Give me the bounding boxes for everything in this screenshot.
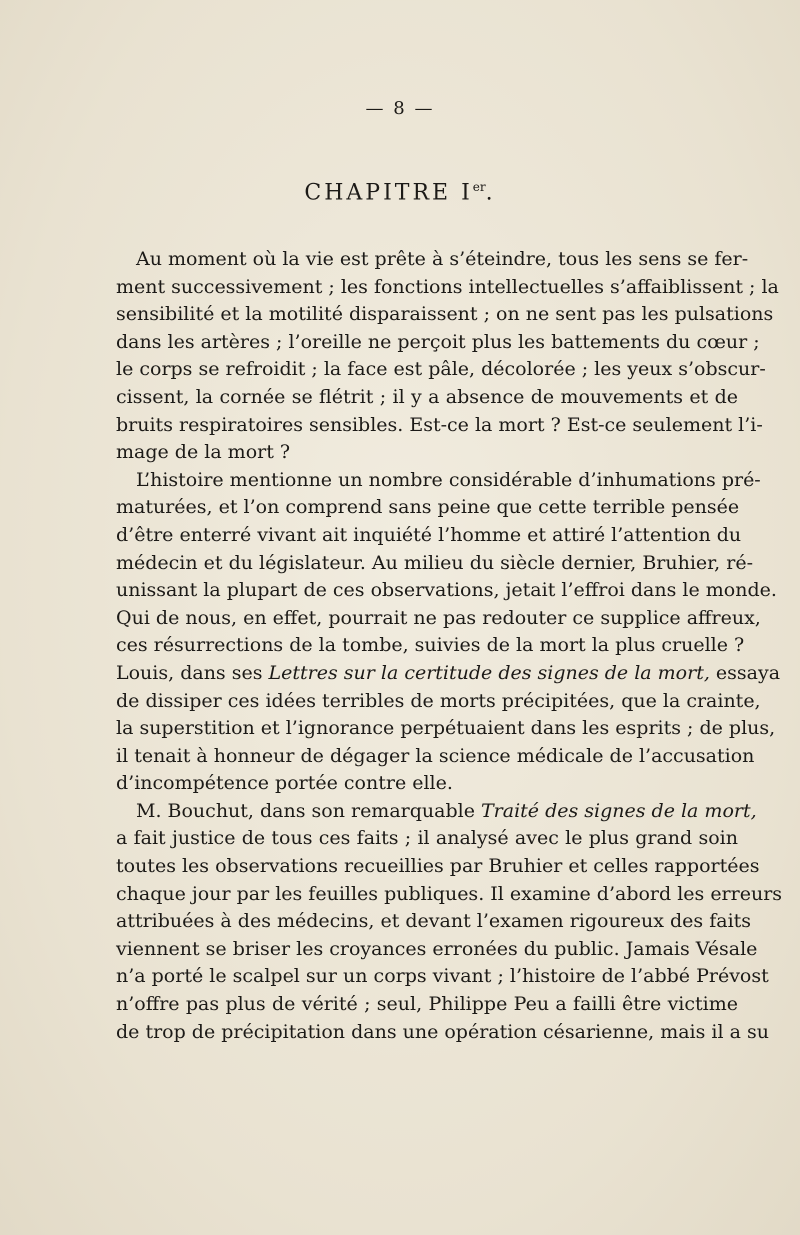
text-line-content: d’incompétence portée contre elle. xyxy=(116,772,453,795)
text-line-content: unissant la plupart de ces observations, jetait l’effroi dans le monde. xyxy=(116,579,777,602)
text-line-content: n’offre pas plus de vérité ; seul, Philippe Peu a failli être victime xyxy=(116,993,738,1016)
text-line-content: viennent se briser les croyances erronées du public. Jamais Vésale xyxy=(116,937,758,960)
text-line-content: de trop de précipitation dans une opération césarienne, mais il a su xyxy=(116,1020,769,1043)
text-line-content: Louis, dans ses xyxy=(116,661,269,684)
text-line-content: le corps se refroidit ; la face est pâle, décolorée ; les yeux s’obscur- xyxy=(116,358,766,381)
text-line xyxy=(116,1019,769,1047)
text-line-content: d’être enterré vivant ait inquiété l’homme et attiré l’attention du xyxy=(116,523,742,546)
text-line xyxy=(116,963,769,991)
italic-title: Traité des signes de la mort, xyxy=(481,799,757,822)
text-line xyxy=(116,577,777,605)
text-line xyxy=(116,412,763,440)
text-line-content: dans les artères ; l’oreille ne perçoit plus les battements du cœur ; xyxy=(116,330,760,353)
text-line-content: ment successivement ; les fonctions intellectuelles s’affaiblissent ; la xyxy=(116,275,779,298)
text-line xyxy=(116,881,783,909)
text-line xyxy=(116,246,749,274)
text-line xyxy=(116,605,761,633)
text-line-content: n’a porté le scalpel sur un corps vivant ; l’histoire de l’abbé Prévost xyxy=(116,965,769,988)
text-line-content: bruits respiratoires sensibles. Est-ce la mort ? Est-ce seulement l’i- xyxy=(116,413,763,436)
text-line xyxy=(116,825,738,853)
page-number: — 8 — xyxy=(365,98,435,119)
chapter-title-period: . xyxy=(485,180,496,206)
body-text xyxy=(116,246,783,1046)
text-line xyxy=(116,356,766,384)
text-line xyxy=(116,550,753,578)
text-line xyxy=(116,329,760,357)
text-line-content: sensibilité et la motilité disparaissent ; on ne sent pas les pulsations xyxy=(116,303,774,326)
text-line xyxy=(116,494,738,522)
text-line-content: a fait justice de tous ces faits ; il analysé avec le plus grand soin xyxy=(116,827,738,850)
text-line-content: médecin et du législateur. Au milieu du siècle dernier, Bruhier, ré- xyxy=(116,551,753,574)
text-line xyxy=(116,384,738,412)
text-line xyxy=(116,274,779,302)
text-line xyxy=(116,853,760,881)
text-line xyxy=(116,632,745,660)
text-line xyxy=(116,798,757,826)
text-line xyxy=(116,770,738,798)
text-line-content: maturées, et l’on comprend sans peine que cette terrible pensée xyxy=(116,496,740,519)
text-line-content: de dissiper ces idées terribles de morts précipitées, que la crainte, xyxy=(116,689,761,712)
text-line xyxy=(116,743,755,771)
text-line xyxy=(116,660,781,688)
text-line-content: Au moment où la vie est prête à s’éteindre, tous les sens se fer- xyxy=(136,248,749,270)
text-line xyxy=(116,439,738,467)
text-line-content: cissent, la cornée se flétrit ; il y a absence de mouvements et de xyxy=(116,385,738,408)
chapter-title-text: CHAPITRE I xyxy=(304,180,473,206)
text-line-content: Qui de nous, en effet, pourrait ne pas redouter ce supplice affreux, xyxy=(116,606,761,629)
text-line-content: chaque jour par les feuilles publiques. Il examine d’abord les erreurs xyxy=(116,882,783,905)
text-line xyxy=(116,991,738,1019)
text-line-content: la superstition et l’ignorance perpétuaient dans les esprits ; de plus, xyxy=(116,717,776,740)
text-line xyxy=(116,301,774,329)
text-line-content: L’histoire mentionne un nombre considérable d’inhumations pré- xyxy=(136,468,761,491)
text-line xyxy=(116,688,761,716)
text-line-content: il tenait à honneur de dégager la science médicale de l’accusation xyxy=(116,744,755,767)
text-line xyxy=(116,715,776,743)
chapter-title xyxy=(0,180,800,205)
text-line-content: ces résurrections de la tombe, suivies de la mort la plus cruelle ? xyxy=(116,634,745,657)
text-line-content: M. Bouchut, dans son remarquable xyxy=(136,799,481,822)
text-line xyxy=(116,936,758,964)
text-line-content: mage de la mort ? xyxy=(116,441,291,464)
text-line-content: attribuées à des médecins, et devant l’examen rigoureux des faits xyxy=(116,910,752,933)
text-line xyxy=(116,522,742,550)
italic-title: Lettres sur la certitude des signes de la mort, xyxy=(268,661,710,684)
chapter-title-superscript: er xyxy=(472,180,486,194)
text-line-content: toutes les observations recueillies par Bruhier et celles rapportées xyxy=(116,855,760,878)
text-line xyxy=(116,908,752,936)
text-line xyxy=(116,467,761,495)
text-line-content-tail: essaya xyxy=(709,661,781,684)
